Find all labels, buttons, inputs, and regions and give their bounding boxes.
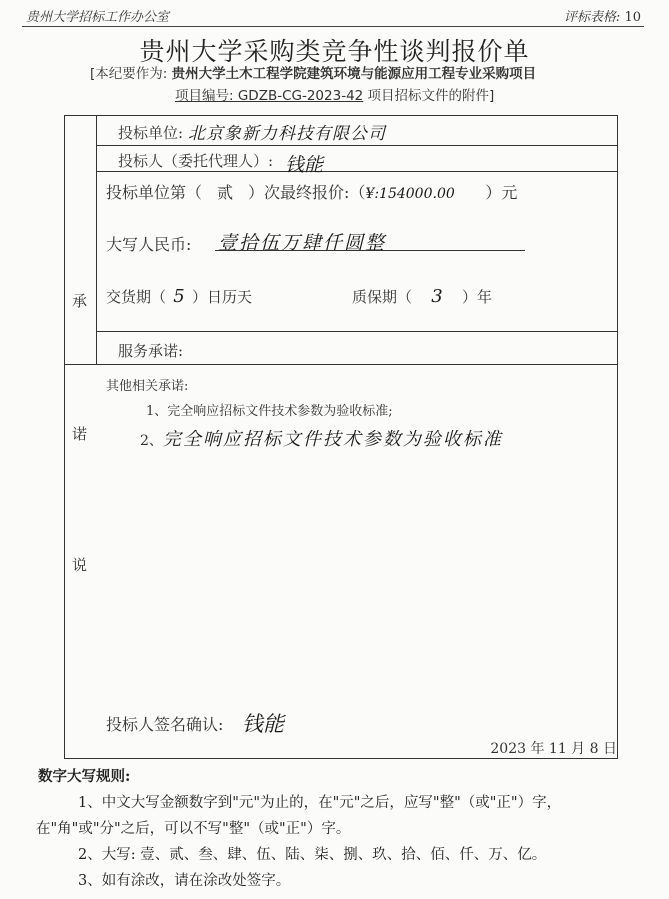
- commitment-item-2-value: 完全响应招标文件技术参数为验收标准: [162, 429, 503, 450]
- commitment-item-2: [140, 425, 503, 451]
- commitment-item-1: 1、完全响应招标文件技术参数为验收标准;: [146, 404, 393, 419]
- form-label: 评标表格:: [563, 10, 621, 25]
- warranty-suffix: ）年: [462, 288, 493, 306]
- quote-prefix: 投标单位第（: [106, 183, 203, 202]
- subtitle-prefix: [本纪要作为:: [90, 66, 172, 82]
- rule-2: 2、大写: 壹、贰、叁、肆、伍、陆、柒、捌、玖、拾、佰、仟、万、亿。: [78, 847, 547, 863]
- other-label: 其他相关承诺:: [106, 379, 189, 394]
- subtitle-project: 贵州大学土木工程学院建筑环境与能源应用工程专业采购项目: [171, 66, 537, 82]
- capital-rules: [38, 764, 561, 894]
- rule-1: 1、中文大写金额数字到"元"为止的，在"元"之后，应写"整"（或"正"）字，: [78, 795, 562, 811]
- quote-line: [106, 180, 517, 203]
- delivery-suffix: ）日历天: [192, 288, 253, 306]
- rule-1-cont: 在"角"或"分"之后，可以不写"整"（或"正"）字。: [36, 821, 351, 837]
- quote-suffix: ）元: [485, 183, 518, 202]
- subtitle-line-2: [175, 84, 494, 104]
- form-number: [564, 6, 641, 25]
- sign-label: 投标人签名确认:: [106, 715, 224, 734]
- row-divider: [64, 364, 617, 365]
- rules-heading: 数字大写规则:: [38, 768, 131, 785]
- capital-label: 大写人民币:: [106, 235, 192, 254]
- signature: 钱能: [242, 712, 284, 736]
- project-number: 项目编号: GDZB-CG-2023-42: [175, 88, 364, 104]
- warranty-value: 3: [431, 286, 443, 307]
- row-divider: [96, 145, 617, 146]
- quote-mid: ）次最终报价:（: [248, 183, 366, 202]
- service-label: 服务承诺:: [118, 342, 184, 360]
- side-label: 诺: [72, 425, 88, 443]
- quote-round: 贰: [217, 183, 234, 202]
- bidder-signature: 钱能: [285, 154, 324, 176]
- office-name: 贵州大学招标工作办公室: [26, 10, 170, 25]
- row-divider: [96, 171, 617, 172]
- capital-value: 壹拾伍万肆仟圆整: [218, 232, 387, 254]
- delivery-value: 5: [173, 286, 185, 307]
- bidder-label: 投标人（委托代理人）:: [118, 152, 274, 170]
- side-label: 承: [72, 292, 88, 310]
- capital-underline: [215, 250, 525, 251]
- rule-3: 3、如有涂改，请在涂改处签字。: [78, 873, 291, 889]
- bidder-unit-label: 投标单位:: [118, 124, 184, 142]
- subtitle-line-1: [90, 62, 536, 82]
- commitment-item-2-num: 2、: [140, 433, 163, 449]
- side-column-divider: [96, 115, 97, 365]
- warranty-line: [352, 286, 492, 307]
- sign-date: 2023 年 11 月 8 日: [490, 741, 617, 757]
- header-divider: [22, 26, 644, 27]
- subtitle-suffix: 项目招标文件的附件]: [363, 88, 495, 104]
- page-title: 贵州大学采购类竞争性谈判报价单: [139, 37, 530, 66]
- warranty-label: 质保期（: [352, 288, 413, 306]
- bidder-unit-value: 北京象新力科技有限公司: [188, 124, 386, 144]
- side-label: 说: [72, 556, 88, 574]
- delivery-line: [106, 286, 252, 307]
- delivery-label: 交货期（: [106, 288, 167, 306]
- quote-value: ¥:154000.00: [365, 186, 455, 202]
- row-divider: [96, 331, 617, 332]
- form-number-value: 10: [624, 10, 641, 25]
